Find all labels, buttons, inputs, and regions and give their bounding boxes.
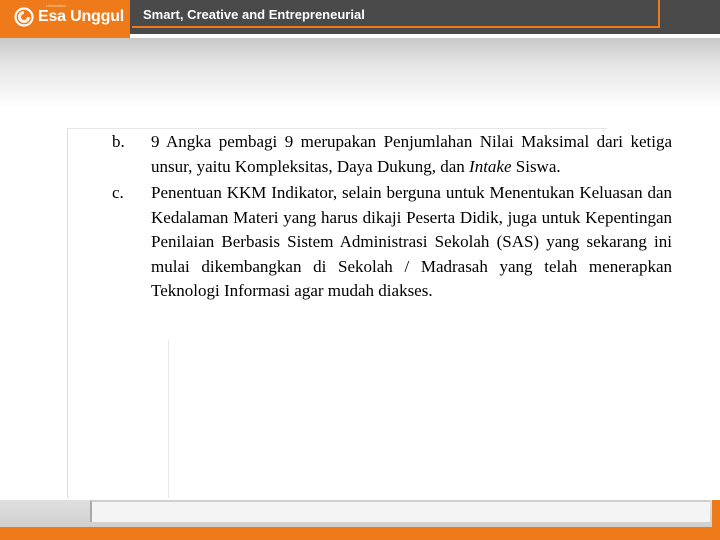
footer-accent-bar [0,527,720,540]
footer-inner-panel [90,500,710,522]
tagline: Smart, Creative and Entrepreneurial [143,7,365,22]
list-item-text: Penentuan KKM Indikator, selain berguna untuk Menentukan Keluasan dan Kedalaman Materi yang harus dikaji Peserta Didik, juga untuk Kepentingan Penilaian Berbasis Sistem Administrasi Sekolah (SAS) yang sekarang ini mulai dikembangkan di Sekolah / Madrasah yang telah menerapkan Teknologi Informasi agar mudah diakses. [151,183,672,300]
content-list [112,130,672,306]
header-gradient-band [0,38,720,108]
university-logo-icon [14,7,34,27]
list-item-text-part: Siswa. [511,156,561,176]
logo [0,0,130,38]
list-item [112,181,672,304]
list-item [112,130,672,179]
list-item-italic-term: Intake [469,156,512,176]
logo-subtext: Universitas [46,3,66,8]
logo-text: Esa Unggul [38,8,125,25]
list-marker: c. [112,183,124,202]
list-item-text [151,130,672,179]
content-divider [168,340,169,498]
list-item-text-part: 9 Angka pembagi 9 merupakan Penjumlahan Nilai Maksimal dari ketiga unsur, yaitu Kompleksitas, Daya Dukung, dan [151,132,672,176]
list-marker: b. [112,132,125,151]
content-frame-left [67,128,68,498]
content-frame-top [67,128,607,129]
footer-accent-block [712,500,720,540]
